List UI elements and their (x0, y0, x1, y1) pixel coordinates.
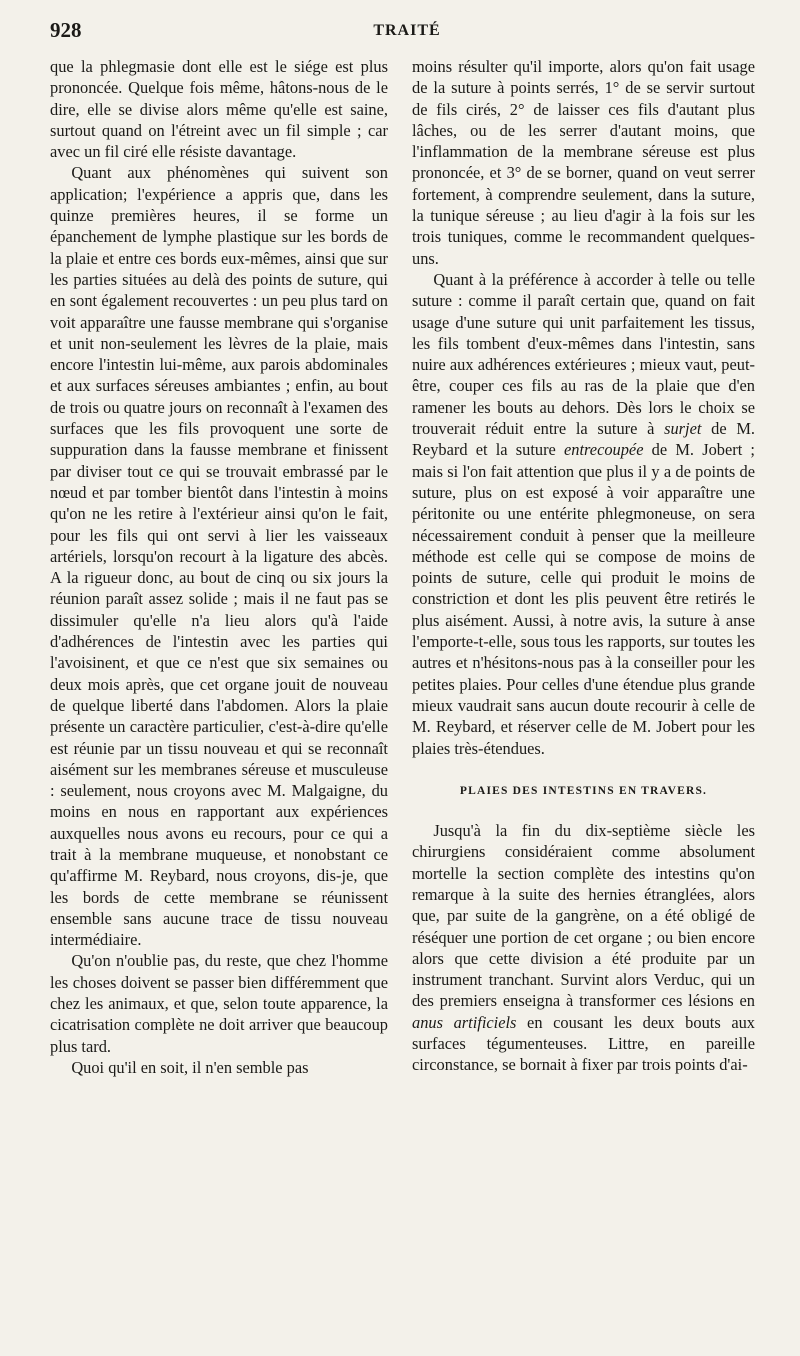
section-heading: PLAIES DES INTESTINS EN TRAVERS. (459, 784, 708, 797)
running-title: TRAITÉ (373, 22, 441, 39)
italic-term: entrecoupée (564, 440, 644, 460)
left-column (50, 56, 388, 1078)
text-run: de M. Reybard et la suture (412, 419, 755, 460)
right-column (412, 56, 755, 1076)
italic-term: anus artificiels (412, 1012, 517, 1032)
text-run: Jusqu'à la fin du dix-septième siècle les chirurgiens considéraient comme absolument mortelle la section complète des intestins qu'on remarque à la suite des hernies étranglées, alors que, par suite de la gangrène, on a été obligé de réséquer une portion de cet organe ; ou bien encore alors que cette division a été produite par un instrument tranchant. Survint alors Verduc, qui un des premiers enseigna à transformer ces lésions en (412, 821, 755, 1011)
page-number: 928 (50, 18, 82, 42)
page-header (50, 18, 764, 52)
paragraph: Qu'on n'oublie pas, du reste, que chez l'homme les choses doivent se passer bien différemment que chez les animaux, et que, selon toute apparence, la cicatrisation complète ne doit arriver que beaucoup plus tard. (50, 951, 388, 1056)
text-run: en cousant les deux bouts aux surfaces tégumenteuses. Littre, en pareille circonstance, se bornait à fixer par trois points d'ai- (412, 1012, 755, 1075)
paragraph: Quant aux phénomènes qui suivent son application; l'expérience a appris que, dans les quinze premières heures, il se forme un épanchement de lymphe plastique sur les bords de la plaie et entre ces bords eux-mêmes, ainsi que sur les parties situées au delà des points de suture, qui en sont également recouvertes : un peu plus tard on voit apparaître une fausse membrane qui s'organise et unit non-seulement les lèvres de la plaie, mais encore l'intestin lui-même, aux parois abdominales et aux surfaces séreuses ambiantes ; enfin, au bout de trois ou quatre jours on reconnaît à l'examen des surfaces que les fils provoquent une sorte de suppuration dans la fausse membrane et finissent par diviser tout ce qui se trouvait embrassé par le nœud et par tomber bientôt dans l'intestin à moins qu'on ne les retire à l'extérieur ainsi qu'on le fait, pour les fils qui ont servi à lier les vaisseaux artériels, lorsqu'on recourt à la ligature des abcès. A la rigueur donc, au bout de cinq ou six jours la réunion paraît assez solide ; mais il ne faut pas se dissimuler qu'elle n'a lieu alors qu'à l'aide d'adhérences de l'intestin avec les parties qui l'avoisinent, et que ce n'est que six semaines ou deux mois après, que cet organe jouit de nouveau de quelque liberté dans l'abdomen. Alors la plaie présente un caractère particulier, c'est-à-dire qu'elle est réunie par un tissu nouveau et qui se reconnaît aisément sur les membranes séreuse et musculeuse : seulement, nous croyons avec M. Malgaigne, du moins en nous en rapportant aux expériences auxquelles nous avons eu recours, pour ce qui a trait à la membrane muqueuse, et nonobstant ce qu'affirme M. Reybard, nous croyons, dis-je, que les bords de cette membrane se réunissent ensemble sans aucune trace de tissu nouveau intermédiaire. (50, 163, 388, 950)
paragraph: Quoi qu'il en soit, il n'en semble pas (71, 1057, 309, 1077)
paragraph (412, 820, 755, 1076)
paragraph: que la phlegmasie dont elle est le siége est plus prononcée. Quelque fois même, hâtons-nous de le dire, elle se divise alors même qu'elle est saine, surtout quand on l'étreint avec un fil simple ; car avec un fil ciré elle résiste davantage. (50, 57, 388, 162)
paragraph (412, 269, 755, 759)
text-run: de M. Jobert ; mais si l'on fait attention que plus il y a de points de suture, plus on est exposé à voir apparaître une péritonite ou une entérite phlegmoneuse, on sera nécessairement conduit à penser que la meilleure méthode est celle qui se compose de moins de points de suture, celle qui produit le moins de constriction et dont les plis peuvent être retirés le plus aisément. Aussi, à notre avis, la suture à anse l'emporte-t-elle, sous tous les rapports, sur toutes les autres et n'hésitons-nous pas à la conseiller pour les petites plaies. Pour celles d'une étendue plus grande mieux vaudrait sans aucun doute recourir à celle de M. Reybard, et réserver celle de M. Jobert pour les plaies très-étendues. (412, 440, 755, 758)
paragraph: moins résulter qu'il importe, alors qu'on fait usage de la suture à points serrés, 1° de se servir surtout de fils cirés, 2° de laisser ces fils d'autant plus lâches, ou de les serrer d'autant moins, que l'inflammation de la membrane séreuse est plus prononcée, et 3° de se borner, quand on veut serrer fortement, à comprendre seulement, dans la suture, la tunique séreuse ; au lieu d'agir à la fois sur les trois tuniques, comme le recommandent quelques-uns. (412, 57, 755, 268)
text-run: Quant à la préférence à accorder à telle ou telle suture : comme il paraît certain que, quand on fait usage d'une suture qui unit parfaitement les tissus, les fils tombent d'eux-mêmes dans l'intestin, sans nuire aux adhérences extérieures ; mieux vaut, peut-être, couper ces fils au ras de la plaie que d'en ramener les bouts au dehors. Dès lors le choix se trouverait réduit entre la suture à (412, 269, 755, 439)
italic-term: surjet (664, 419, 702, 439)
